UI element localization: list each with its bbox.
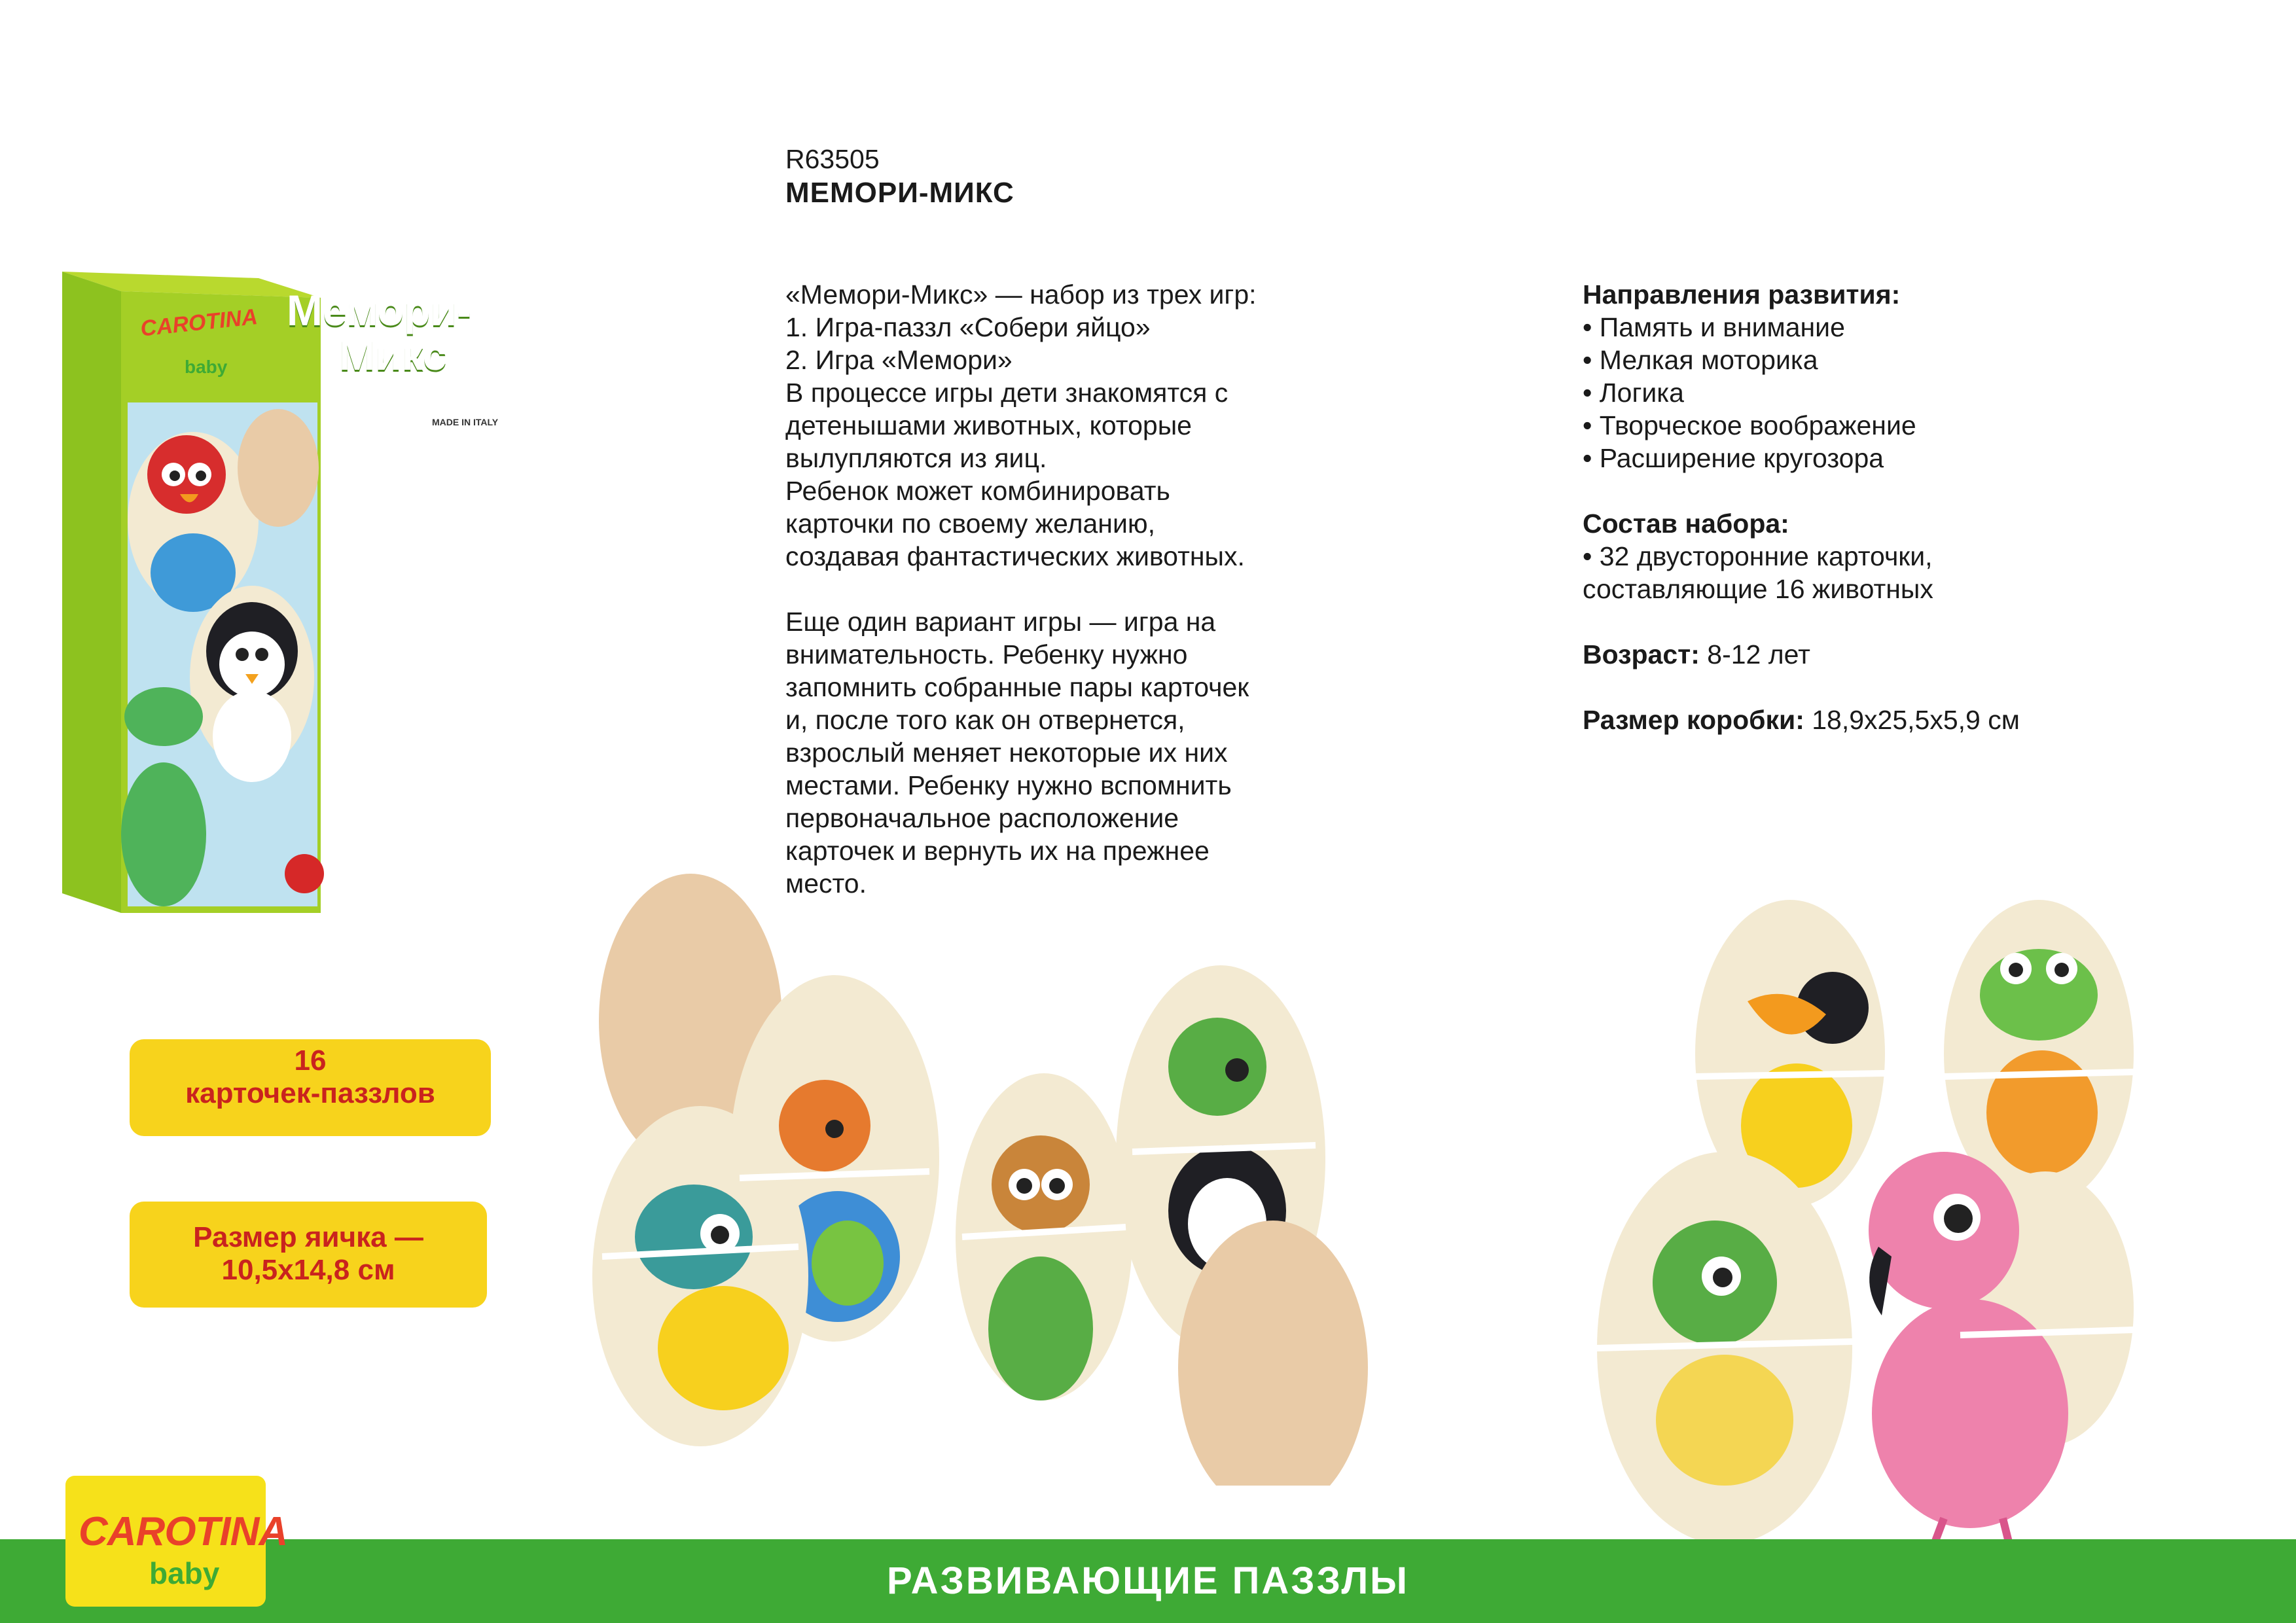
development-item: • Мелкая моторика bbox=[1583, 345, 1818, 375]
badge-card-count bbox=[130, 1039, 491, 1136]
age-label: Возраст: bbox=[1583, 639, 1700, 669]
carotina-logo bbox=[65, 1476, 288, 1607]
text-line: и, после того как он отвернется, bbox=[785, 705, 1185, 735]
box-title-line: Микс bbox=[339, 330, 447, 379]
badge-egg-size bbox=[130, 1202, 487, 1308]
egg-puzzles-illustration bbox=[589, 870, 1401, 1486]
text-line: первоначальное расположение bbox=[785, 803, 1179, 833]
text-line: создавая фантастических животных. bbox=[785, 541, 1245, 571]
box-side-title: Мемори-Микс bbox=[28, 654, 65, 876]
development-block bbox=[1583, 278, 2106, 474]
text-line: местами. Ребенку нужно вспомнить bbox=[785, 770, 1232, 800]
text-line: В процессе игры дети знакомятся с bbox=[785, 378, 1229, 408]
text-line: вылупляются из яиц. bbox=[785, 443, 1047, 473]
text-line: запомнить собранные пары карточек bbox=[785, 672, 1249, 702]
text-line: место. bbox=[785, 868, 867, 899]
badge-line: карточек-паззлов bbox=[185, 1077, 435, 1109]
text-line: Ребенок может комбинировать bbox=[785, 476, 1170, 506]
box-size-label: Размер коробки: bbox=[1583, 705, 1804, 735]
description-paragraph-2 bbox=[785, 605, 1322, 900]
product-title: МЕМОРИ-МИКС bbox=[785, 177, 1014, 209]
egg-puzzles-illustration-right bbox=[1551, 890, 2179, 1544]
development-item: • Творческое воображение bbox=[1583, 410, 1916, 440]
box-title bbox=[287, 288, 471, 377]
box-size-block bbox=[1583, 704, 2106, 736]
age-value: 8-12 лет bbox=[1699, 639, 1810, 669]
text-line: карточки по своему желанию, bbox=[785, 508, 1155, 539]
text-line: детенышами животных, которые bbox=[785, 410, 1192, 440]
age-block bbox=[1583, 638, 2106, 671]
text-line: 2. Игра «Мемори» bbox=[785, 345, 1013, 375]
box-size-value: 18,9x25,5x5,9 см bbox=[1804, 705, 2020, 735]
logo-text: CAROTINA bbox=[79, 1509, 288, 1554]
badge-line: 16 bbox=[294, 1044, 327, 1077]
text-line: взрослый меняет некоторые их них bbox=[785, 738, 1228, 768]
box-maker: LISCIANI bbox=[482, 795, 521, 806]
text-line: Еще один вариант игры — игра на bbox=[785, 607, 1216, 637]
development-item: • Расширение кругозора bbox=[1583, 443, 1884, 473]
text-line: «Мемори-Микс» — набор из трех игр: bbox=[785, 279, 1257, 310]
development-item: • Логика bbox=[1583, 378, 1684, 408]
box-title-line: Мемори- bbox=[287, 286, 471, 334]
product-details bbox=[1583, 278, 2106, 769]
text-line: внимательность. Ребенку нужно bbox=[785, 639, 1188, 669]
contents-item: • 32 двусторонние карточки, bbox=[1583, 541, 1933, 571]
text-line: 1. Игра-паззл «Собери яйцо» bbox=[785, 312, 1151, 342]
contents-item: составляющие 16 животных bbox=[1583, 574, 1933, 604]
description-paragraph-1 bbox=[785, 278, 1322, 573]
badge-line: 10,5x14,8 см bbox=[221, 1254, 395, 1286]
logo-subtext: baby bbox=[149, 1556, 220, 1590]
development-heading: Направления развития: bbox=[1583, 279, 1901, 310]
made-in-label: MADE IN ITALY bbox=[432, 417, 499, 427]
contents-block bbox=[1583, 507, 2106, 605]
description bbox=[785, 278, 1322, 933]
development-item: • Память и внимание bbox=[1583, 312, 1845, 342]
text-line: карточек и вернуть их на прежнее bbox=[785, 836, 1210, 866]
product-sku: R63505 bbox=[785, 144, 880, 174]
badge-line: Размер яичка — bbox=[193, 1221, 423, 1253]
contents-heading: Состав набора: bbox=[1583, 508, 1789, 539]
box-brand-sub: baby bbox=[185, 357, 228, 377]
banner-text: РАЗВИВАЮЩИЕ ПАЗЗЛЫ bbox=[887, 1560, 1409, 1602]
box-brand: CAROTINA bbox=[139, 304, 259, 342]
